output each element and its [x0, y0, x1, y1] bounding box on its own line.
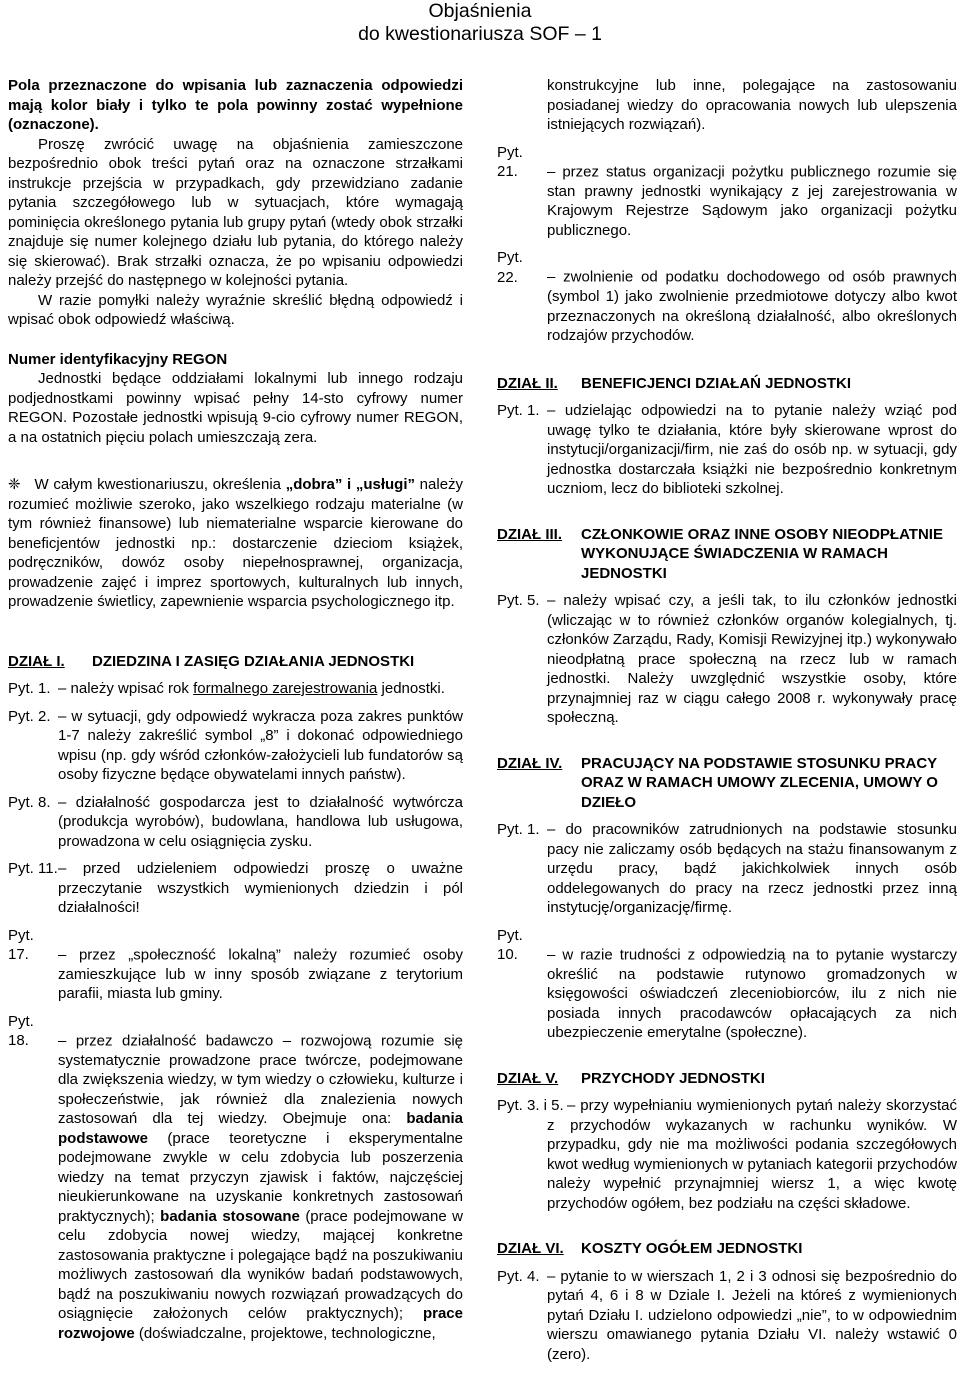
question-number: Pyt. 21. [497, 143, 523, 180]
intro-paragraph-3: W razie pomyłki należy wyraźnie skreślić błędną odpowiedź i wpisać obok odpowiedź właściwą. [8, 291, 463, 328]
term-uslugi: „usługi” [355, 476, 416, 493]
question-number: Pyt. 1. [497, 402, 540, 419]
regon-paragraph: Jednostki będące oddziałami lokalnymi lub innego rodzaju podjednostkami powinny wpisać pełny 14-sto cyfrowy numer REGON. Pozostałe jednostki wpisują 9-cio cyfrowy numer REGON, a na ostatnich pięciu polach umieszczają zera. [8, 370, 463, 446]
section-title: PRACUJĄCY NA PODSTAWIE STOSUNKU PRACY ORAZ W RAMACH UMOWY ZLECENIA, UMOWY O DZIEŁO [581, 754, 938, 811]
question-text-b: jednostki. [381, 680, 445, 697]
intro-paragraph-2: Proszę zwrócić uwagę na objaśnienia zamieszczone bezpośrednio obok treści pytań oraz na oznaczone strzałkami instrukcje przejścia w przypadkach, gdy przewidziano zadanie pytania szczegółowego lub w sytuacjach, które wymagają pominięcia określonego pytania lub grupy pytań (wtedy obok strzałki znajduje się numer kolejnego działu lub pytania, do którego należy się skierować). Brak strzałki oznacza, że po wpisaniu odpowiedzi należy przejść do następnego w kolejności pytania. [8, 135, 463, 289]
right-column [497, 76, 957, 1364]
question-text-c: (prace podejmowane w celu zdobycia nowej wiedzy, mającej konkretne zastosowania praktyczne i polegające bądź na poszukiwaniu możliwych zastosowań dla wyników badań podstawowych, bądź na poszukiwaniu nowych rozwiązań prowadzących do osiągnięcie założonych celów praktycznych); [58, 1207, 463, 1322]
question-17 [8, 926, 463, 1004]
question-text-a: – przez działalność badawczo – rozwojową rozumie się systematycznie prowadzone prace twórcze, podejmowane dla zwiększenia wiedzy, w tym wiedzy o człowieku, kulturze i społeczeństwie, jak również dla znalezienia nowych zastosowań dla tej wiedzy. Obejmuje ona: [58, 1032, 463, 1127]
term-i: i [347, 476, 352, 493]
question-text: – w sytuacji, gdy odpowiedź wykracza poza zakres punktów 1-7 należy zakreślić symbol „8” i dokonać odpowiedniego wpisu (np. gdy wśród członków-założycieli lub fundatorów są osoby fizyczne będące obywatelami innych państw). [58, 707, 463, 783]
section-title: DZIEDZINA I ZASIĘG DZIAŁANIA JEDNOSTKI [92, 652, 415, 670]
left-column [8, 76, 463, 1343]
section-heading-dzial-4 [497, 754, 957, 813]
question-text-d: (doświadczalne, projektowe, technologiczne, [138, 1324, 436, 1342]
question-number: Pyt. 1. [8, 680, 51, 697]
d4-question-1 [497, 820, 957, 918]
term-prace-rozwojowe: prace rozwojowe [58, 1305, 463, 1342]
question-21 [497, 143, 957, 241]
question-number: Pyt. 3. i 5. [497, 1097, 564, 1114]
continuation-paragraph: konstrukcyjne lub inne, polegające na zastosowaniu posiadanej wiedzy do opracowania nowych lub ulepszenia istniejących rozwiązań). [547, 77, 957, 133]
d6-question-4 [497, 1267, 957, 1365]
section-title: BENEFICJENCI DZIAŁAŃ JEDNOSTKI [581, 374, 852, 392]
section-heading-dzial-6 [497, 1239, 957, 1259]
term-badania-podstawowe: badania podstawowe [58, 1110, 464, 1147]
question-text-a: – należy wpisać rok [58, 680, 189, 697]
question-text: – pytanie to w wierszach 1, 2 i 3 odnosi się bezpośrednio do pytań 4, 6 i 8 w Dziale I. Jeżeli na któreś z wymienionych pytań Działu I. udzielono odpowiedzi „nie”, to w odpowiednim wierszu omawianego pytania Działu VI. należy wstawić 0 (zero). [547, 1267, 957, 1363]
question-number: Pyt. 4. [497, 1267, 540, 1285]
question-number: Pyt. 22. [497, 249, 523, 286]
star-text-b: należy rozumieć możliwie szeroko, jako wszelkiego rodzaju materialne (w tym również finansowe) lub niematerialne wsparcie kierowane do beneficjentów jednostki np.: dostarczenie dzieciom książek, podręczników, dowóz osoby niepełnosprawnej, organizacja, prowadzenie zajęć i imprez sportowych, kulturalnych lub innych, prowadzenie świetlicy, zapewnienie wsparcia psychologicznego itp. [8, 476, 464, 610]
question-11 [8, 859, 463, 918]
title-line-1: Objaśnienia [428, 0, 532, 22]
section-title: CZŁONKOWIE ORAZ INNE OSOBY NIEODPŁATNIE WYKONUJĄCE ŚWIADCZENIA W RAMACH JEDNOSTKI [581, 525, 943, 582]
question-text: – przed udzieleniem odpowiedzi proszę o uważne przeczytanie wszystkich wymienionych dziedzin i pól działalności! [58, 860, 463, 916]
section-label: DZIAŁ I. [8, 652, 65, 670]
question-text: – w razie trudności z odpowiedzią na to pytanie wystarczy określić na podstawie rutynowo gromadzonych w księgowości oświadczeń zleceniobiorców, ilu z nich nie posiada innych pracodawców opłacających za nich ubezpieczenie emerytalne (społeczne). [547, 946, 957, 1041]
document-title [0, 0, 960, 46]
question-8 [8, 793, 463, 852]
question-number: Pyt. 5. [497, 592, 540, 609]
section-title: KOSZTY OGÓŁEM JEDNOSTKI [581, 1240, 803, 1257]
section-label: DZIAŁ IV. [497, 754, 563, 772]
question-2 [8, 707, 463, 785]
section-label: DZIAŁ III. [497, 525, 562, 543]
question-text-b: (prace teoretyczne i eksperymentalne podejmowane zwykle w celu zdobycia lub poszerzenia wiedzy na temat przyczyn zjawisk i faktów, najczęściej nieukierunkowane na uzyskanie konkretnych zastosowań praktycznych); [58, 1129, 463, 1225]
question-22 [497, 248, 957, 346]
question-text: – przez status organizacji pożytku publicznego rozumie się stan prawny jednostki wynikający z jej zarejestrowania w Krajowym Rejestrze Sądowym jako organizacji pożytku publicznego. [547, 163, 957, 239]
question-18 [8, 1012, 463, 1344]
goods-services-paragraph [8, 475, 463, 612]
star-icon: ❈ [8, 476, 21, 493]
intro-bold-paragraph: Pola przeznaczone do wpisania lub zaznaczenia odpowiedzi mają kolor biały i tylko te pola powinny zostać wypełnione (oznaczone). [8, 77, 463, 133]
question-text: – do pracowników zatrudnionych na podstawie stosunku pacy nie zaliczamy osób będących na stażu finansowanym z urzędu pracy, bądź jakichkolwiek innych osób oddelegowanych do pracy na rzecz jednostki przez inną instytucję/organizację/firmę. [547, 821, 957, 916]
d5-question-3-5 [497, 1096, 957, 1213]
question-text: – zwolnienie od podatku dochodowego od osób prawnych (symbol 1) jako zwolnienie przedmiotowe dotyczy albo kwot przeznaczonych na określoną działalność, albo określonych rodzajów przychodów. [547, 268, 957, 344]
section-heading-dzial-1 [8, 652, 463, 672]
star-text-a: W całym kwestionariuszu, określenia [34, 476, 282, 493]
d3-question-5 [497, 591, 957, 728]
question-number: Pyt. 8. [8, 793, 51, 811]
term-dobra: „dobra” [285, 476, 343, 493]
term-badania-stosowane: badania stosowane [160, 1207, 300, 1225]
question-text: – należy wpisać czy, a jeśli tak, to ilu członków jednostki (wliczając w to również członków organów kolegialnych, tj. członków Zarządu, Rady, Komisji Rewizyjnej itp.) wykonywało nieodpłatną prace społeczną na rzecz lub w ramach jednostki. Należy uwzględnić wszystkie osoby, które przynajmniej raz w ciągu całego 2008 r. wykonywały pracę społeczną. [547, 592, 957, 726]
question-number: Pyt. 2. [8, 707, 51, 725]
question-number: Pyt. 17. [8, 926, 34, 963]
question-number: Pyt. 11. [8, 860, 58, 877]
section-heading-dzial-3 [497, 525, 957, 584]
title-line-2: do kwestionariusza SOF – 1 [358, 23, 602, 45]
section-label: DZIAŁ VI. [497, 1240, 564, 1257]
section-heading-dzial-2 [497, 374, 957, 394]
question-1 [8, 679, 463, 699]
section-label: DZIAŁ II. [497, 374, 558, 392]
question-text-underlined: formalnego zarejestrowania [193, 680, 378, 697]
d2-question-1 [497, 401, 957, 499]
regon-heading: Numer identyfikacyjny REGON [8, 350, 228, 368]
question-text: – przy wypełnianiu wymienionych pytań należy skorzystać z przychodów wykazanych w rachunku wyników. W przypadku, gdy nie ma możliwości podania szczegółowych kwot według wymienionych w pytaniach kategorii przychodów należy wypełnić przynajmniej wiersz 1, a więc kwotę przychodów ogółem, bez podziału na części składowe. [547, 1097, 957, 1212]
question-text: – udzielając odpowiedzi na to pytanie należy wziąć pod uwagę tylko te działania, które były skierowane wprost do instytucji/organizacji/firm, nie zaś do osób np. w sytuacji, gdy jednostka dostarczała książki nie bezpośrednio konkretnym uczniom, lecz do biblioteki szkolnej. [547, 402, 957, 497]
d4-question-10 [497, 926, 957, 1043]
section-heading-dzial-5 [497, 1069, 957, 1089]
question-number: Pyt. 1. [497, 821, 540, 838]
question-text: – działalność gospodarcza jest to działalność wytwórcza (produkcja wyrobów), budowlana, handlowa lub usługowa, prowadzona w celu osiągnięcia zysku. [58, 793, 463, 850]
section-label: DZIAŁ V. [497, 1069, 559, 1087]
question-number: Pyt. 10. [497, 926, 523, 963]
question-number: Pyt. 18. [8, 1012, 34, 1049]
question-text: – przez „społeczność lokalną” należy rozumieć osoby zamieszkujące lub w inny sposób związane z terytorium parafii, miasta lub gminy. [58, 946, 463, 1002]
section-title: PRZYCHODY JEDNOSTKI [581, 1069, 765, 1087]
